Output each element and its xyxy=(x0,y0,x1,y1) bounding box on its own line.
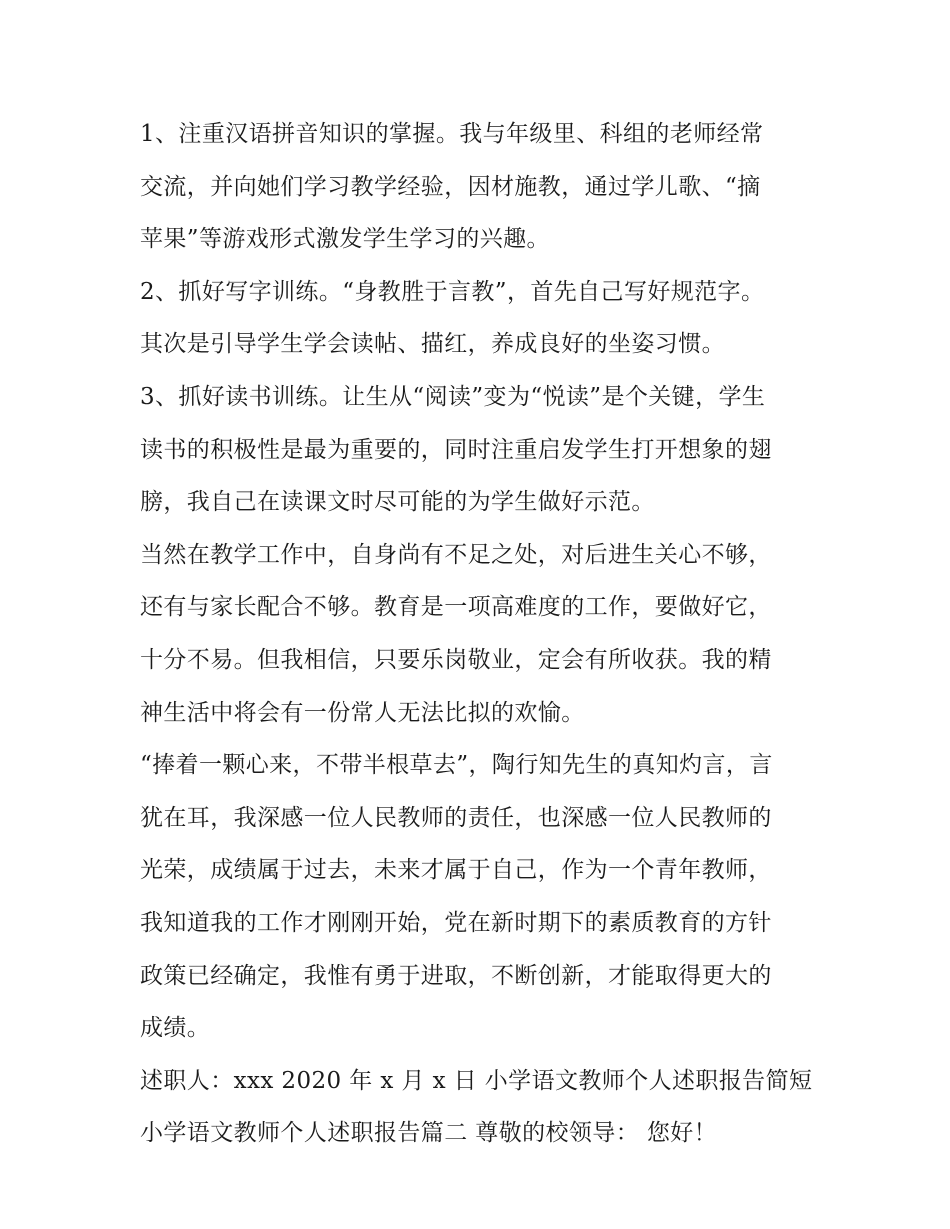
text-line: 我知道我的工作才刚刚开始，党在新时期下的素质教育的方针 xyxy=(140,909,772,936)
text-line: 当然在教学工作中，自身尚有不足之处，对后进生关心不够， xyxy=(140,541,772,568)
text-line: 犹在耳，我深感一位人民教师的责任，也深感一位人民教师的 xyxy=(140,804,772,831)
text-line: 光荣，成绩属于过去，未来才属于自己，作为一个青年教师， xyxy=(140,857,772,884)
text-line: 3、抓好读书训练。让生从“阅读”变为“悦读”是个关键，学生 xyxy=(140,383,766,410)
text-line: 2、抓好写字训练。“身教胜于言教”，首先自己写好规范字。 xyxy=(140,278,765,305)
text-line: 成绩。 xyxy=(140,1015,211,1042)
text-line: 述职人：xxx 2020 年 x 月 x 日 小学语文教师个人述职报告简短 xyxy=(140,1067,813,1094)
text-line: 交流，并向她们学习教学经验，因材施教，通过学儿歌、“摘 xyxy=(140,173,761,200)
text-line: 苹果”等游戏形式激发学生学习的兴趣。 xyxy=(140,226,550,253)
text-line: 1、注重汉语拼音知识的掌握。我与年级里、科组的老师经常 xyxy=(140,121,764,147)
text-line: 政策已经确定，我惟有勇于进取，不断创新，才能取得更大的 xyxy=(140,962,772,989)
text-line: 读书的积极性是最为重要的，同时注重启发学生打开想象的翅 xyxy=(140,436,772,463)
text-line: 膀，我自己在读课文时尽可能的为学生做好示范。 xyxy=(140,489,655,516)
text-line: 其次是引导学生学会读帖、描红，养成良好的坐姿习惯。 xyxy=(140,331,725,358)
document-body xyxy=(140,108,820,1160)
text-line: 神生活中将会有一份常人无法比拟的欢愉。 xyxy=(140,699,585,726)
text-line: 小学语文教师个人述职报告篇二 尊敬的校领导： 您好！ xyxy=(140,1120,718,1147)
text-line: “捧着一颗心来，不带半根草去”，陶行知先生的真知灼言，言 xyxy=(140,752,773,779)
text-line: 十分不易。但我相信，只要乐岗敬业，定会有所收获。我的精 xyxy=(140,646,772,673)
text-line: 还有与家长配合不够。教育是一项高难度的工作，要做好它， xyxy=(140,594,772,621)
